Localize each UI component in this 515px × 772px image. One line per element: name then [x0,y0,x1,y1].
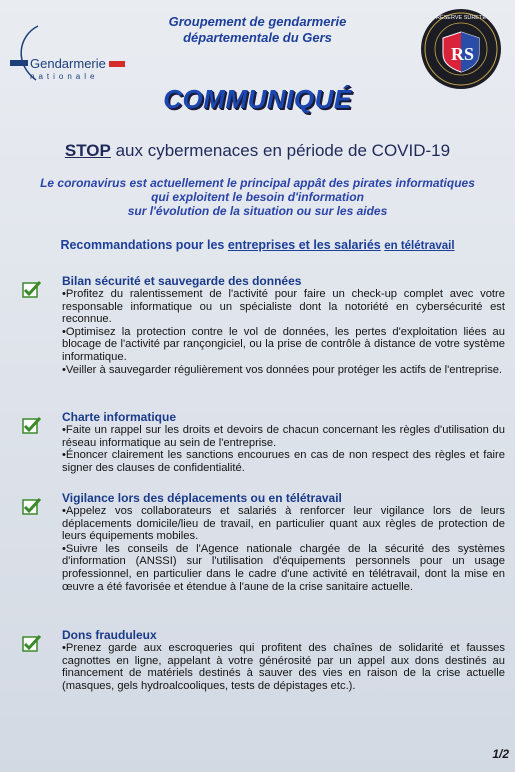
section-title: Bilan sécurité et sauvegarde des données [62,274,302,288]
org-line-1: Groupement de gendarmerie [168,14,347,29]
flag-red-bar [109,61,125,67]
section-title: Charte informatique [62,410,177,424]
section-item: •Appelez vos collaborateurs et salariés à renforcer leur vigilance lors de leurs déplacements domicile/lieu de travail, en particulier quant aux règles de protection de leurs équipements mobiles. [62,505,505,543]
section-title: Vigilance lors des déplacements ou en télétravail [62,491,342,505]
section-fraudulent-donations [62,629,505,692]
headline-rest: aux cybermenaces en période de COVID-19 [110,141,451,160]
flag-blue-bar [10,60,28,66]
page-number: 1/2 [492,747,509,761]
intro-text [0,176,515,218]
badge-letters: RS [451,44,475,64]
headline-stop: STOP [64,141,111,160]
checkbox-checked-icon [22,280,42,298]
intro-line-1: Le coronavirus est actuellement le principal appât des pirates informatiques [40,176,475,190]
section-backup [62,275,505,376]
reserve-surete-badge [420,8,502,90]
section-item: •Optimisez la protection contre le vol de données, les pertes d'exploitation liées au blocage de l'activité par rançongiciel, ou la prise de contrôle à distance de votre système informatique. [62,325,505,363]
intro-line-2: qui exploitent le besoin d'information [151,190,364,204]
checkbox-checked-icon [22,634,42,652]
section-item: •Prenez garde aux escroqueries qui profitent des chaînes de solidarité et fausses cagnottes en ligne, appelant à votre générosité par un appel aux dons destinés au financement de matériels destinés à sauver des vies en raison de la crise actuelle (masques, gels hydroalcooliques, tests de dépistages etc.). [62,642,505,692]
section-item: •Veiller à sauvegarder régulièrement vos données pour protéger les actifs de l'entreprise. [62,363,503,376]
org-line-2: départementale du Gers [183,30,332,45]
checkbox-checked-icon [22,416,42,434]
reco-target: entreprises et les salariés [227,238,381,252]
section-title: Dons frauduleux [62,628,157,642]
headline [0,141,515,161]
reco-suffix: en télétravail [384,240,455,252]
brand-name: Gendarmerie [30,56,106,71]
brand-subtitle: nationale [30,72,99,81]
gendarmerie-logo [8,18,128,88]
section-it-charter [62,411,505,474]
section-item: •Suivre les conseils de l'Agence nationale chargée de la sécurité des systèmes d'information (ANSSI) sur l'utilisation d'équipements personnels pour un usage professionnel, en particulier dans le cadre d'une activité en télétravail, dont la mise en œuvre a été favorisée et étendue à l'aune de la crise sanitaire actuelle. [62,542,505,593]
section-item: •Énoncer clairement les sanctions encourues en cas de non respect des règles et faire signer des clauses de confidentialité. [62,449,505,474]
shield-badge-icon [420,8,502,90]
section-item: •Faite un rappel sur les droits et devoirs de chacun concernant les règles d'utilisation du réseau informatique au sein de l'entreprise. [62,424,505,449]
checkbox-checked-icon [22,497,42,515]
section-travel-telework [62,492,505,593]
organization-title [130,14,385,46]
recommendations-heading [0,238,515,252]
intro-line-3: sur l'évolution de la situation ou sur les aides [127,204,388,218]
reco-prefix: Recommandations pour les [60,238,228,252]
badge-ring-text: RÉSERVE SÛRETÉ [435,15,487,21]
page-title: COMMUNIQUÉ [163,84,352,114]
section-item: •Profitez du ralentissement de l'activité pour faire un check-up complet avec votre responsable informatique ou un spécialiste dont la notoriété en cybersécurité est reconnue. [62,288,505,326]
